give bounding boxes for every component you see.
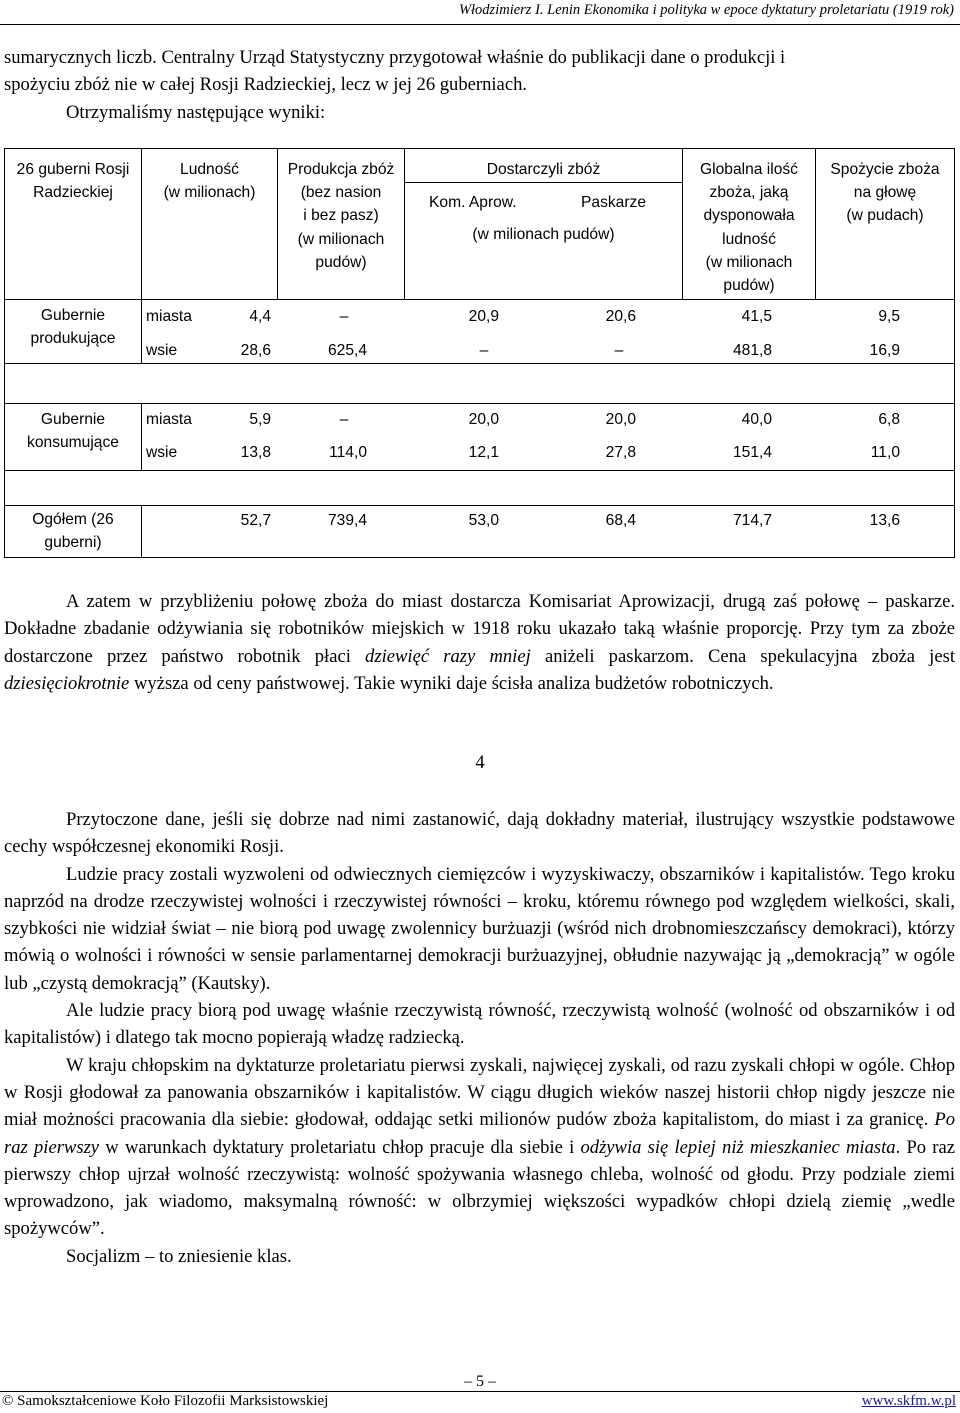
total-label: Ogółem (26 guberni) <box>32 511 114 552</box>
header-total-grain: Globalna ilość zboża, jaką dysponowała ludność (w milionach pudów) <box>700 161 798 295</box>
header-units: (w milionach pudów) <box>472 226 615 243</box>
paragraph: Socjalizm – to zniesienie klas. <box>66 1245 292 1267</box>
header-production: Produkcja zbóż (bez nasion i bez pasz) (w milionach pudów) <box>287 161 395 271</box>
paragraph: Przytoczone dane, jeśli się dobrze nad nimi zastanowić, dają dokładny materiał, ilustrujący wszystkie podstawowe cechy współczesnej ekonomiki Rosji. <box>4 809 955 858</box>
page-number: – 5 – <box>464 1373 496 1390</box>
header-rule <box>0 24 960 25</box>
footer-copyright: © Samokształceniowe Koło Filozofii Marksistowskiej <box>2 1393 329 1409</box>
intro-paragraph <box>4 44 955 126</box>
header-per-capita: Spożycie zboża na głowę (w pudach) <box>830 161 940 225</box>
header-population: Ludność (w milionach) <box>163 161 256 202</box>
group-label-consuming: Gubernie konsumujące <box>27 411 119 452</box>
grain-data-table: 26 guberni Rosji Radzieckiej Ludność (w milionach) Produkcja zbóż (bez nasion i bez pasz) (w milionach pudów) Dostarczyli zbóż Kom. Aprow. Paskarze (w milionach pudów) Globalna ilość zboża, jaką dysponowała ludność (w milionach pudów) Spożycie zboża na głowę (w pudach) Gubernie produkujące miasta 4,4 – 20,9 20,6 41,5 9,5 wsie 28,6 625,4 – – 481,8 16,9 Gubernie konsumujące miasta 5,9 – 20,0 20,0 40,0 6,8 wsie 13,8 114,0 12,1 27,8 151,4 11,0 Ogółem (26 guberni) 52,7 739,4 53,0 68,4 714,7 13,6 <box>4 148 955 558</box>
paragraph: Ale ludzie pracy biorą pod uwagę właśnie rzeczywistą równość, rzeczywistą wolność (wolność od obszarników i od kapitalistów) i dlatego tak mocno popierają władzę radziecką. <box>4 1000 955 1049</box>
group-label-producing: Gubernie produkujące <box>30 307 116 348</box>
running-header: Włodzimierz I. Lenin Ekonomika i polityka w epoce dyktatury proletariatu (1919 rok) <box>458 2 954 18</box>
header-region: 26 guberni Rosji Radzieckiej <box>16 161 130 202</box>
after-table-paragraph: A zatem w przybliżeniu połowę zboża do miast dostarcza Komisariat Aprowizacji, drugą zaś połowę – paskarze. Dokładne zbadanie odżywiania się robotników miejskich w 1918 roku ukazało taką właśnie proporcję. Przy tym za zboże dostarczone przez państwo robotnik płaci dziewięć razy mniej aniżeli paskarzom. Cena spekulacyjna zboża jest dziesięciokrotnie wyższa od ceny państwowej. Takie wyniki daje ścisła analiza budżetów robotniczych. <box>4 591 956 694</box>
intro-line: sumarycznych liczb. Centralny Urząd Statystyczny przygotował właśnie do publikacji dane o produkcji i <box>4 47 786 68</box>
section-number: 4 <box>475 752 485 773</box>
header-deliverers: Dostarczyli zbóż <box>486 161 601 178</box>
paragraph: W kraju chłopskim na dyktaturze proletariatu pierwsi zyskali, najwięcej zyskali, od razu zyskali chłopi w ogóle. Chłop w Rosji głodował za panowania obszarników i kapitalistów. W ciągu długich wieków naszej historii chłop nigdy jeszcze nie miał możności pracowania dla siebie: głodował, oddając setki milionów pudów zboża kapitalistom, do miast i za granicę. Po raz pierwszy w warunkach dyktatury proletariatu chłop pracuje dla siebie i odżywia się lepiej niż mieszkaniec miasta. Po raz pierwszy chłop ujrzał wolność rzeczywistą: wolność spożywania własnego chleba, wolność od głodu. Przy podziale ziemi wprowadzono, jak wiadomo, maksymalną równość: w olbrzymiej większości wypadków chłopi dzielą ziemię „wedle spożywców”. <box>4 1054 955 1240</box>
intro-line: Otrzymaliśmy następujące wyniki: <box>66 101 326 123</box>
body-text <box>4 806 955 1270</box>
intro-line: spożyciu zbóż nie w całej Rosji Radzieckiej, lecz w jej 26 guberniach. <box>4 74 528 96</box>
paragraph: Ludzie pracy zostali wyzwoleni od odwiecznych ciemięzców i wyzyskiwaczy, obszarników i kapitalistów. Tego kroku naprzód na drodze rzeczywistej wolności i rzeczywistej równości – kroku, któremu równego pod względem wielkości, skali, szybkości nie widział świat – nie biorą pod uwagę zwolennicy burżuazji (wśród nich drobnomieszczańscy demokraci), którzy mówią o wolności i równości w sensie parlamentarnej demokracji burżuazyjnej, obłudnie nazywając ją „demokracją” w ogóle lub „czystą demokracją” (Kautsky). <box>4 863 955 994</box>
footer-rule <box>0 1391 960 1392</box>
header-kom-aprow: Kom. Aprow. <box>429 194 517 211</box>
footer-website-link[interactable]: www.skfm.w.pl <box>861 1393 956 1409</box>
header-paskarze: Paskarze <box>581 194 647 211</box>
